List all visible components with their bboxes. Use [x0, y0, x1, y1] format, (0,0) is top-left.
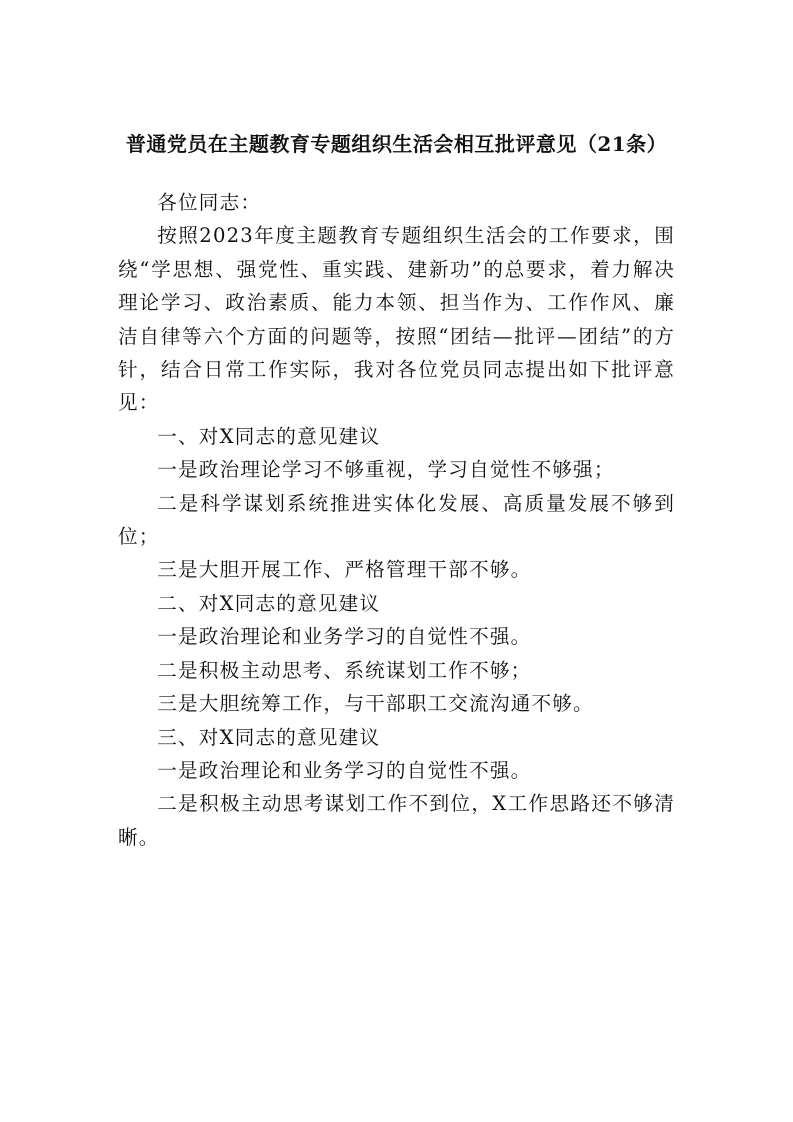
section-1-item-1: 一是政治理论学习不够重视，学习自觉性不够强；	[157, 458, 615, 482]
section-2-item-2: 二是积极主动思考、系统谋划工作不够；	[157, 658, 532, 682]
intro-paragraph: 按照2023年度主题教育专题组织生活会的工作要求，围绕“学思想、强党性、重实践、建新功”的总要求，着力解决理论学习、政治素质、能力本领、担当作为、工作作风、廉洁自律等六个方面的问题等，按照“团结—批评—团结”的方针，结合日常工作实际，我对各位党员同志提出如下批评意见：	[118, 224, 675, 415]
section-2-item-3: 三是大胆统筹工作，与干部职工交流沟通不够。	[157, 692, 594, 716]
section-3-item-2: 二是积极主动思考谋划工作不到位，X工作思路还不够清晰。	[118, 792, 675, 849]
section-1-item-3: 三是大胆开展工作、严格管理干部不够。	[157, 558, 532, 582]
section-1-item-2: 二是科学谋划系统推进实体化发展、高质量发展不够到位；	[118, 491, 675, 549]
section-heading-3: 三、对X同志的意见建议	[157, 725, 381, 749]
section-3-item-1: 一是政治理论和业务学习的自觉性不强。	[157, 758, 532, 782]
document-title: 普通党员在主题教育专题组织生活会相互批评意见（21条）	[125, 132, 668, 156]
section-heading-1: 一、对X同志的意见建议	[157, 424, 381, 448]
greeting-paragraph: 各位同志：	[157, 191, 262, 214]
section-heading-2: 二、对X同志的意见建议	[157, 591, 381, 615]
document-body	[118, 186, 675, 854]
section-2-item-1: 一是政治理论和业务学习的自觉性不强。	[157, 625, 532, 649]
